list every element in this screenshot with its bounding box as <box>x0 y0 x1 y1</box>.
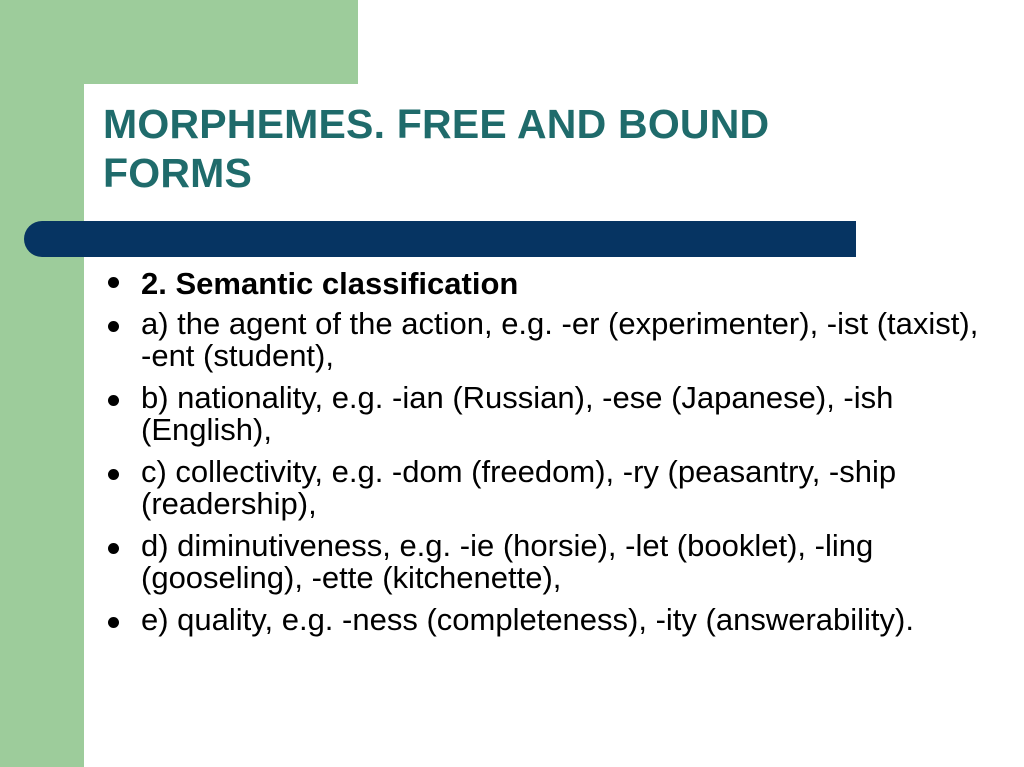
bullet-dot-icon <box>108 277 119 288</box>
bullet-item-heading <box>104 264 984 300</box>
bullet-item-collectivity <box>104 456 984 520</box>
bullet-text: d) diminutiveness, e.g. -ie (horsie), -let (booklet), -ling (gooseling), -ette (kitchenette), <box>141 528 874 595</box>
bullet-dot-icon <box>108 617 119 628</box>
title-divider-bar <box>24 221 856 257</box>
bullet-text: a) the agent of the action, e.g. -er (experimenter), -ist (taxist), -ent (student), <box>141 306 979 373</box>
bullet-dot-icon <box>108 321 119 332</box>
green-accent-side <box>0 84 84 767</box>
bullet-item-nationality <box>104 382 984 446</box>
bullet-dot-icon <box>108 395 119 406</box>
green-accent-top <box>0 0 358 84</box>
bullet-dot-icon <box>108 543 119 554</box>
bullet-item-agent <box>104 308 984 372</box>
bullet-item-diminutiveness <box>104 530 984 594</box>
slide-title: MORPHEMES. FREE AND BOUND FORMS <box>103 101 770 196</box>
bullet-text: e) quality, e.g. -ness (completeness), -ity (answerability). <box>141 602 914 637</box>
bullet-list <box>104 264 984 646</box>
bullet-text: b) nationality, e.g. -ian (Russian), -ese (Japanese), -ish (English), <box>141 380 894 447</box>
bullet-text: 2. Semantic classification <box>141 266 519 301</box>
bullet-item-quality <box>104 604 984 636</box>
bullet-dot-icon <box>108 469 119 480</box>
bullet-text: c) collectivity, e.g. -dom (freedom), -ry (peasantry, -ship (readership), <box>141 454 897 521</box>
